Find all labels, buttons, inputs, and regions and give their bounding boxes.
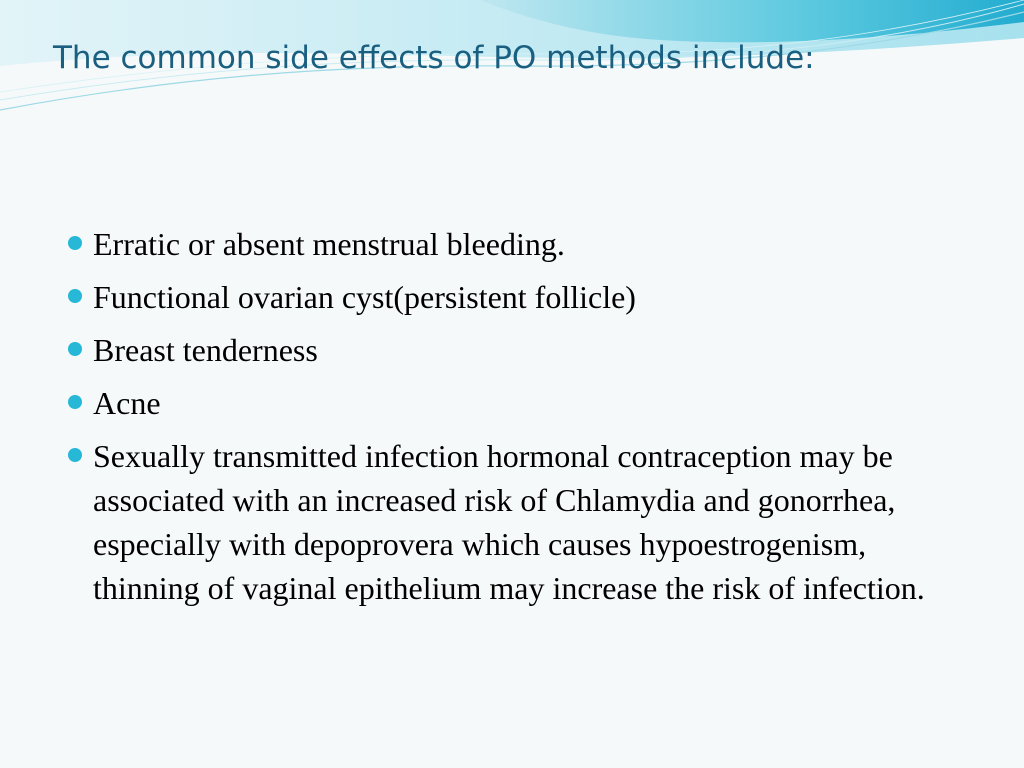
bullet-text: Erratic or absent menstrual bleeding. — [93, 226, 565, 262]
bullet-dot-icon — [68, 236, 82, 250]
bullet-dot-icon — [68, 289, 82, 303]
bullet-text: Functional ovarian cyst(persistent follicle) — [93, 279, 636, 315]
bullet-dot-icon — [68, 395, 82, 409]
list-item — [64, 434, 964, 610]
slide-title: The common side effects of PO methods include: — [53, 40, 815, 76]
list-item — [64, 381, 964, 425]
bullet-list — [64, 222, 964, 619]
bullet-text: Breast tenderness — [93, 332, 318, 368]
list-item — [64, 222, 964, 266]
list-item — [64, 328, 964, 372]
bullet-text: Acne — [93, 385, 161, 421]
list-item — [64, 275, 964, 319]
bullet-dot-icon — [68, 448, 82, 462]
bullet-dot-icon — [68, 342, 82, 356]
bullet-text: Sexually transmitted infection hormonal contraception may be associated with an increased risk of Chlamydia and gonorrhea, especially with depoprovera which causes hypoestrogenism, thinning of vaginal epithelium may increase the risk of infection. — [93, 438, 925, 606]
